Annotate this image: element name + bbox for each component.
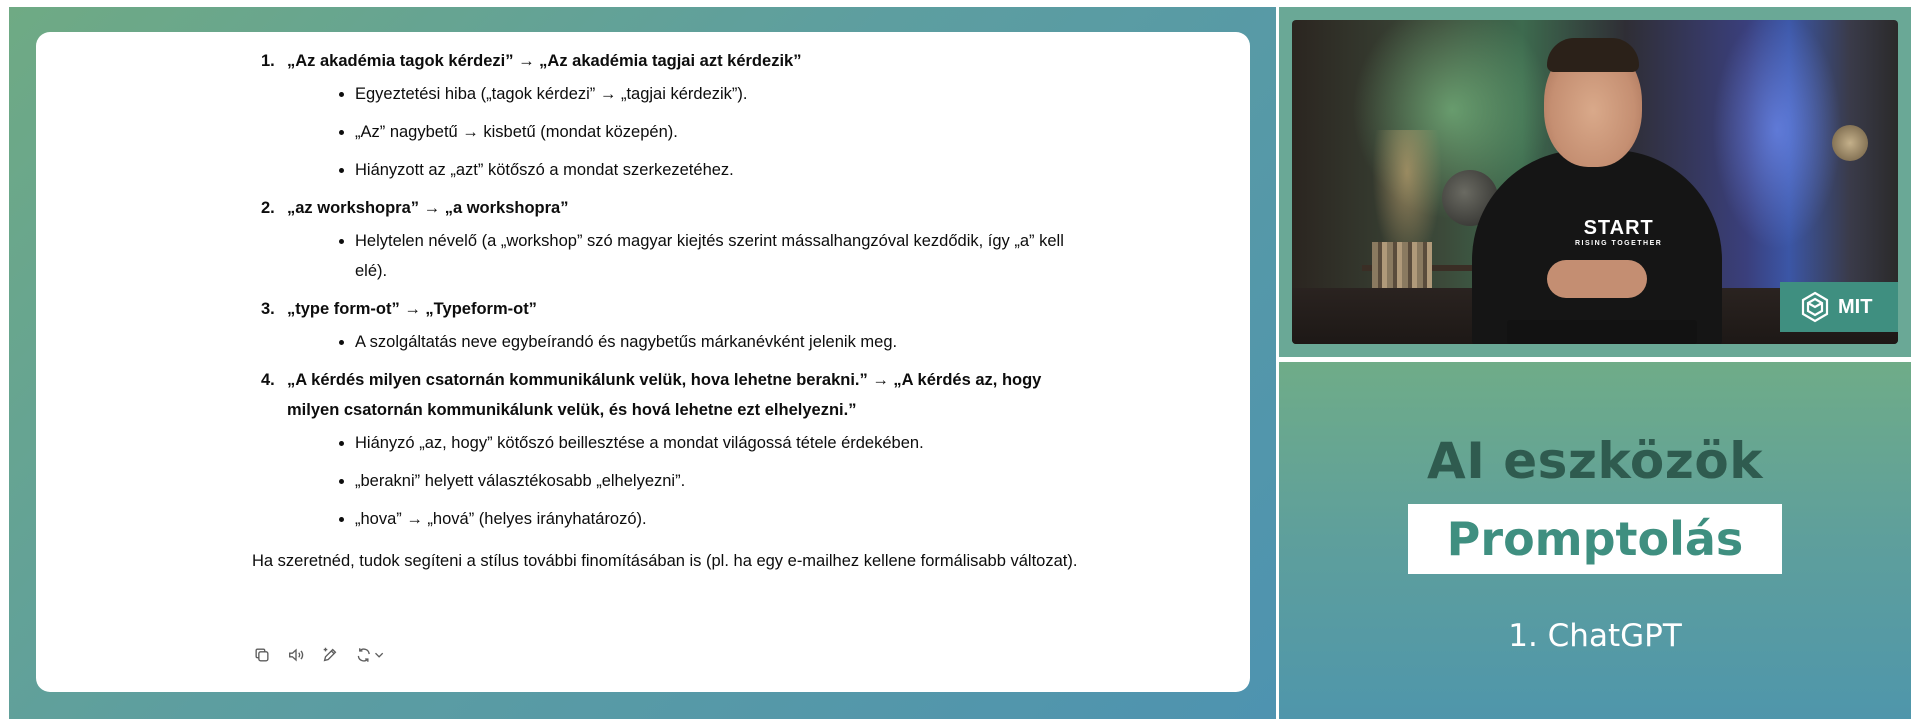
edit-button[interactable] [320, 645, 340, 665]
read-aloud-button[interactable] [286, 645, 306, 665]
note-item: • „hova” → „hová” (helyes irányhatározó). [355, 504, 1092, 534]
course-title: AI eszközök [1427, 432, 1763, 490]
note-item: • Hiányzott az „azt” kötőszó a mondat szerkezetéhez. [355, 155, 1092, 185]
mit-logo-icon [1798, 290, 1832, 324]
chat-frame [9, 7, 1276, 719]
correction-item-3 [252, 294, 1092, 357]
blue-light [1712, 20, 1842, 250]
mit-logo-text: MIT [1838, 295, 1873, 318]
chat-message-card [36, 32, 1250, 692]
note-item: • Helytelen névelő (a „workshop” szó magyar kiejtés szerint mássalhangzóval kezdődik, így „a” kell elé). [355, 226, 1092, 286]
note-item: • Egyeztetési hiba („tagok kérdezi” → „tagjai kérdezik”). [355, 79, 1092, 109]
copy-icon [253, 646, 271, 664]
item-number: 4. [261, 371, 275, 389]
shirt-logo-tagline: RISING TOGETHER [1575, 240, 1663, 247]
assistant-message [252, 46, 1092, 576]
presenter-body [1472, 150, 1722, 344]
shirt-logo [1575, 218, 1662, 247]
regenerate-icon [354, 646, 388, 664]
regenerate-button[interactable] [354, 645, 388, 665]
copy-button[interactable] [252, 645, 272, 665]
edit-icon [321, 646, 339, 664]
item-number: 2. [261, 199, 275, 217]
laptop [1507, 320, 1697, 344]
webcam-frame [1279, 7, 1911, 357]
speaker-icon [287, 646, 305, 664]
presenter-video [1292, 20, 1898, 344]
mit-logo-badge [1780, 282, 1898, 332]
note-item: • Hiányzó „az, hogy” kötőszó beillesztése a mondat világossá tétele érdekében. [355, 428, 1092, 458]
presenter-hands [1547, 260, 1647, 298]
correction-item-1 [252, 46, 1092, 185]
item-number: 3. [261, 300, 275, 318]
correction-heading: „A kérdés milyen csatornán kommunikálunk velük, hova lehetne berakni.” → „A kérdés az, hogy milyen csatornán kommunikálunk velük, és hová lehetne ezt elhelyezni.” [287, 371, 1042, 419]
correction-heading: „type form-ot” → „Typeform-ot” [287, 300, 537, 318]
corrections-list [252, 46, 1092, 534]
note-item: • „Az” nagybetű → kisbetű (mondat közepén). [355, 117, 1092, 147]
correction-heading: „az workshopra” → „a workshopra” [287, 199, 569, 217]
lesson-subtitle: 1. ChatGPT [1508, 618, 1682, 654]
note-item: • „berakni” helyett választékosabb „elhelyezni”. [355, 466, 1092, 496]
shirt-logo-main: START [1583, 217, 1654, 239]
correction-notes [287, 226, 1092, 286]
topic-title: Promptolás [1446, 512, 1744, 566]
topic-highlight-box [1408, 504, 1782, 574]
books-decoration [1372, 242, 1432, 288]
correction-notes [287, 79, 1092, 185]
presenter-hair [1547, 38, 1639, 72]
correction-notes [287, 428, 1092, 534]
correction-heading: „Az akadémia tagok kérdezi” → „Az akadémia tagjai azt kérdezik” [287, 52, 802, 70]
correction-item-4 [252, 365, 1092, 534]
title-card [1279, 362, 1911, 719]
correction-notes [287, 327, 1092, 357]
lamp-decoration [1832, 125, 1868, 161]
closing-text: Ha szeretnéd, tudok segíteni a stílus további finomításában is (pl. ha egy e-mailhez kellene formálisabb változat). [252, 552, 1078, 570]
note-item: • A szolgáltatás neve egybeírandó és nagybetűs márkanévként jelenik meg. [355, 327, 1092, 357]
message-actions [252, 645, 388, 665]
item-number: 1. [261, 52, 275, 70]
correction-item-2 [252, 193, 1092, 286]
